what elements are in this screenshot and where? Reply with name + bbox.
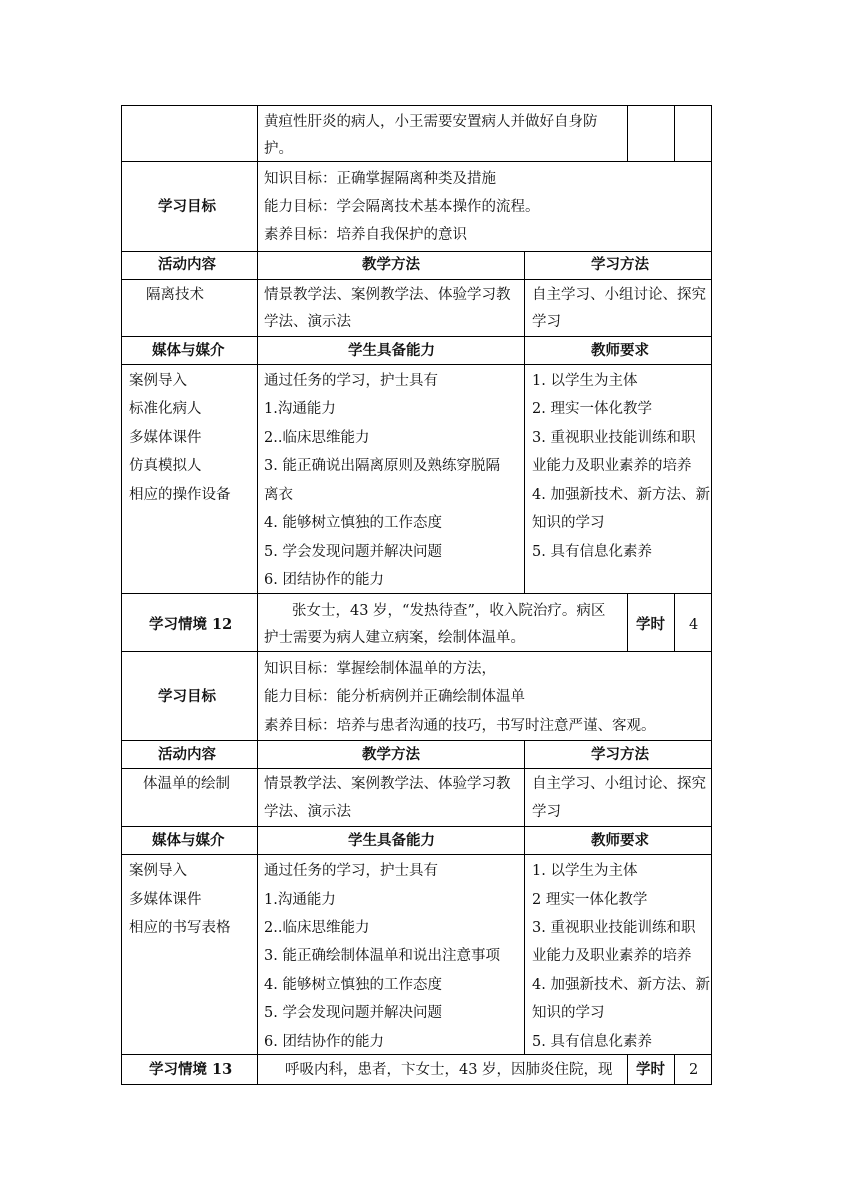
table-right-border xyxy=(711,105,712,1085)
col-divider xyxy=(257,1054,258,1085)
teacher-req-item: 业能力及职业素养的培养 xyxy=(532,458,692,474)
col-divider xyxy=(627,105,628,162)
teacher-req-header: 教师要求 xyxy=(591,342,649,359)
col-divider xyxy=(524,740,525,1055)
ability-item: 4. 能够树立慎独的工作态度 xyxy=(264,977,442,993)
teaching-method-line: 学法、演示法 xyxy=(264,314,351,330)
case-text-line: 黄疸性肝炎的病人，小王需要安置病人并做好自身防 xyxy=(264,114,598,130)
hours-value: 2 xyxy=(689,1062,699,1078)
activity-header: 活动内容 xyxy=(158,746,216,763)
media-item: 多媒体课件 xyxy=(129,892,202,908)
table-left-border xyxy=(121,105,122,1085)
media-item: 案例导入 xyxy=(129,373,187,389)
situation-label: 学习情境 12 xyxy=(149,616,233,633)
teacher-req-item: 1. 以学生为主体 xyxy=(532,863,638,879)
row-divider xyxy=(121,593,712,594)
learning-method-header: 学习方法 xyxy=(591,746,649,763)
col-divider xyxy=(627,1054,628,1085)
learning-method-line: 自主学习、小组讨论、探究 xyxy=(532,776,706,792)
hours-label: 学时 xyxy=(636,1061,665,1078)
col-divider xyxy=(674,1054,675,1085)
case-text-line: 护。 xyxy=(264,141,293,157)
teacher-req-header: 教师要求 xyxy=(591,832,649,849)
media-item: 仿真模拟人 xyxy=(129,458,202,474)
ability-item: 3. 能正确绘制体温单和说出注意事项 xyxy=(264,948,500,964)
teacher-req-item: 4. 加强新技术、新方法、新 xyxy=(532,487,710,503)
situation-case-line: 张女士，43 岁，“发热待查”，收入院治疗。病区 xyxy=(292,603,606,619)
ability-item: 离衣 xyxy=(264,487,293,503)
media-header: 媒体与媒介 xyxy=(152,832,225,849)
media-item: 标准化病人 xyxy=(129,401,202,417)
row-divider xyxy=(121,364,712,365)
activity-name: 隔离技术 xyxy=(146,287,204,303)
table-top-border xyxy=(121,105,712,106)
teaching-method-line: 情景教学法、案例教学法、体验学习教 xyxy=(264,287,511,303)
ability-item: 6. 团结协作的能力 xyxy=(264,1034,384,1050)
row-divider xyxy=(121,336,712,337)
ability-item: 5. 学会发现问题并解决问题 xyxy=(264,1005,442,1021)
col-divider xyxy=(627,593,628,652)
row-divider xyxy=(121,768,712,769)
teaching-method-header: 教学方法 xyxy=(362,746,420,763)
media-item: 案例导入 xyxy=(129,863,187,879)
ability-item: 5. 学会发现问题并解决问题 xyxy=(264,544,442,560)
ability-item: 通过任务的学习，护士具有 xyxy=(264,863,438,879)
teacher-req-item: 知识的学习 xyxy=(532,515,605,531)
teacher-req-item: 1. 以学生为主体 xyxy=(532,373,638,389)
ability-item: 通过任务的学习，护士具有 xyxy=(264,373,438,389)
goal-quality: 素养目标：培养自我保护的意识 xyxy=(264,227,467,243)
goal-knowledge: 知识目标：正确掌握隔离种类及措施 xyxy=(264,171,496,187)
table-bottom-border xyxy=(121,1084,712,1085)
row-divider xyxy=(121,826,712,827)
ability-item: 1.沟通能力 xyxy=(264,401,336,417)
row-divider xyxy=(121,279,712,280)
goals-label: 学习目标 xyxy=(158,688,216,705)
row-divider xyxy=(121,740,712,741)
teacher-req-item: 5. 具有信息化素养 xyxy=(532,544,652,560)
goal-knowledge: 知识目标：掌握绘制体温单的方法， xyxy=(264,661,496,677)
ability-item: 6. 团结协作的能力 xyxy=(264,572,384,588)
media-item: 多媒体课件 xyxy=(129,430,202,446)
teacher-req-item: 3. 重视职业技能训练和职 xyxy=(532,920,696,936)
teacher-req-item: 2. 理实一体化教学 xyxy=(532,401,652,417)
media-item: 相应的书写表格 xyxy=(129,920,231,936)
activity-header: 活动内容 xyxy=(158,256,216,273)
col-divider xyxy=(257,593,258,652)
abilities-header: 学生具备能力 xyxy=(348,832,435,849)
col-divider xyxy=(257,105,258,594)
goal-quality: 素养目标：培养与患者沟通的技巧，书写时注意严谨、客观。 xyxy=(264,718,656,734)
row-divider xyxy=(121,251,712,252)
situation-label: 学习情境 13 xyxy=(149,1061,233,1078)
activity-name: 体温单的绘制 xyxy=(143,776,230,792)
teacher-req-item: 2 理实一体化教学 xyxy=(532,892,648,908)
media-header: 媒体与媒介 xyxy=(152,342,225,359)
teaching-method-line: 学法、演示法 xyxy=(264,804,351,820)
row-divider xyxy=(121,1054,712,1055)
hours-label: 学时 xyxy=(636,616,665,633)
teaching-method-header: 教学方法 xyxy=(362,256,420,273)
situation-case-line: 护士需要为病人建立病案，绘制体温单。 xyxy=(264,630,525,646)
ability-item: 4. 能够树立慎独的工作态度 xyxy=(264,515,442,531)
goal-ability: 能力目标：学会隔离技术基本操作的流程。 xyxy=(264,199,540,215)
media-item: 相应的操作设备 xyxy=(129,487,231,503)
ability-item: 3. 能正确说出隔离原则及熟练穿脱隔 xyxy=(264,458,500,474)
row-divider xyxy=(121,161,712,162)
teacher-req-item: 5. 具有信息化素养 xyxy=(532,1034,652,1050)
col-divider xyxy=(674,593,675,652)
learning-method-line: 学习 xyxy=(532,804,561,820)
row-divider xyxy=(121,651,712,652)
learning-method-line: 学习 xyxy=(532,314,561,330)
teacher-req-item: 3. 重视职业技能训练和职 xyxy=(532,430,696,446)
teacher-req-item: 业能力及职业素养的培养 xyxy=(532,948,692,964)
abilities-header: 学生具备能力 xyxy=(348,342,435,359)
col-divider xyxy=(674,105,675,162)
teacher-req-item: 4. 加强新技术、新方法、新 xyxy=(532,977,710,993)
ability-item: 2..临床思维能力 xyxy=(264,430,370,446)
goals-label: 学习目标 xyxy=(158,198,216,215)
situation-case-line: 呼吸内科，患者，卞女士，43 岁，因肺炎住院，现 xyxy=(285,1062,613,1078)
goal-ability: 能力目标：能分析病例并正确绘制体温单 xyxy=(264,689,525,705)
row-divider xyxy=(121,854,712,855)
col-divider xyxy=(257,651,258,1055)
col-divider xyxy=(524,251,525,594)
learning-method-header: 学习方法 xyxy=(591,256,649,273)
learning-method-line: 自主学习、小组讨论、探究 xyxy=(532,287,706,303)
ability-item: 1.沟通能力 xyxy=(264,892,336,908)
teaching-method-line: 情景教学法、案例教学法、体验学习教 xyxy=(264,776,511,792)
teacher-req-item: 知识的学习 xyxy=(532,1005,605,1021)
ability-item: 2..临床思维能力 xyxy=(264,920,370,936)
hours-value: 4 xyxy=(689,617,699,633)
